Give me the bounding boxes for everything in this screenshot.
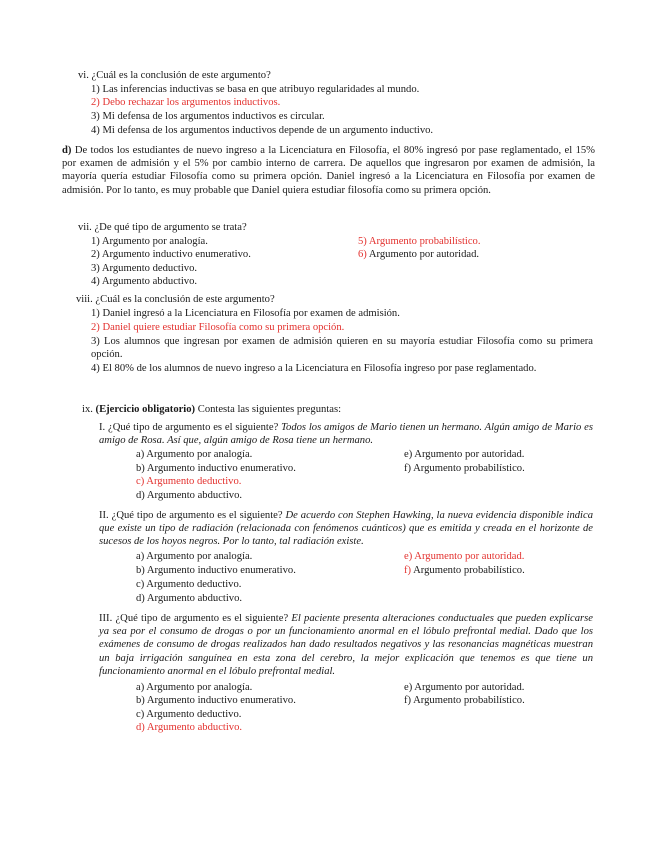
sub-I-option-e: e) Argumento por autoridad. xyxy=(404,449,525,460)
option-vii-4: 4) Argumento abductivo. xyxy=(91,276,198,287)
sub-I-option-f: f) Argumento probabilístico. xyxy=(404,463,525,474)
question-viii: viii. ¿Cuál es la conclusión de este argumento? xyxy=(76,294,275,305)
sub-I-option-b: b) Argumento inductivo enumerativo. xyxy=(136,463,296,474)
question-vi: vi. ¿Cuál es la conclusión de este argumento? xyxy=(78,70,271,81)
question-ix-text: Contesta las siguientes preguntas: xyxy=(197,404,342,415)
sub-question-I xyxy=(99,421,593,447)
sub-I-passage: Todos los amigos de Mario tienen un hermano. Algún amigo de Mario es amigo de Rosa. Así que, algún amigo de Rosa tiene un hermano. xyxy=(99,422,593,447)
sub-II-option-b: b) Argumento inductivo enumerativo. xyxy=(136,565,296,576)
option-viii-3: 3) Los alumnos que ingresan por examen de admisión quieren en su mayoría estudiar Filosofía como su primera opción. xyxy=(91,336,593,361)
sub-II-number: II. xyxy=(99,510,109,521)
option-vii-1: 1) Argumento por analogía. xyxy=(91,236,208,247)
sub-II-option-f-letter: f) xyxy=(404,565,412,576)
sub-II-prompt: ¿Qué tipo de argumento es el siguiente? xyxy=(111,510,283,521)
sub-I-number: I. xyxy=(99,422,106,433)
sub-III-option-f: f) Argumento probabilístico. xyxy=(404,695,525,706)
sub-III-option-d-answer: d) Argumento abductivo. xyxy=(136,722,243,733)
option-vii-6 xyxy=(358,248,479,261)
option-vii-6-text: Argumento por autoridad. xyxy=(366,249,480,260)
sub-III-option-e: e) Argumento por autoridad. xyxy=(404,682,525,693)
section-d-paragraph xyxy=(62,144,595,197)
option-vii-5-answer: 5) Argumento probabilístico. xyxy=(358,236,481,247)
sub-question-III xyxy=(99,612,593,678)
option-vi-1: 1) Las inferencias inductivas se basa en que atribuyo regularidades al mundo. xyxy=(91,84,420,95)
question-vii: vii. ¿De qué tipo de argumento se trata? xyxy=(78,222,247,233)
sub-question-II xyxy=(99,509,593,549)
sub-II-passage: De acuerdo con Stephen Hawking, la nueva evidencia disponible indica que existe un tipo de radiación (relacionada con fenómenos cuánticos) que es emitida y creada en el horizonte de sucesos de los hoyos negros. Por lo tanto, tal radiación existe. xyxy=(99,510,593,548)
option-viii-4: 4) El 80% de los alumnos de nuevo ingreso a la Licenciatura en Filosofía ingreso por pase reglamentado. xyxy=(91,363,537,374)
question-ix xyxy=(82,403,341,416)
sub-II-option-f-text: Argumento probabilístico. xyxy=(411,565,525,576)
sub-I-option-c-answer: c) Argumento deductivo. xyxy=(136,476,242,487)
sub-III-prompt: ¿Qué tipo de argumento es el siguiente? xyxy=(115,613,289,624)
sub-III-option-a: a) Argumento por analogía. xyxy=(136,682,253,693)
option-vi-3: 3) Mi defensa de los argumentos inductivos es circular. xyxy=(91,111,325,122)
option-vii-3: 3) Argumento deductivo. xyxy=(91,263,198,274)
option-viii-1: 1) Daniel ingresó a la Licenciatura en Filosofía por examen de admisión. xyxy=(91,308,400,319)
sub-III-number: III. xyxy=(99,613,113,624)
option-viii-2-answer: 2) Daniel quiere estudiar Filosofía como su primera opción. xyxy=(91,322,345,333)
sub-II-option-e-answer: e) Argumento por autoridad. xyxy=(404,551,525,562)
option-vi-2-answer: 2) Debo rechazar los argumentos inductivos. xyxy=(91,97,281,108)
section-d-label: d) xyxy=(62,145,72,156)
sub-III-option-b: b) Argumento inductivo enumerativo. xyxy=(136,695,296,706)
sub-II-option-f xyxy=(404,564,525,577)
sub-II-option-d: d) Argumento abductivo. xyxy=(136,593,243,604)
option-vi-4: 4) Mi defensa de los argumentos inductivos depende de un argumento inductivo. xyxy=(91,125,434,136)
sub-III-passage: El paciente presenta alteraciones conductuales que pueden explicarse ya sea por el consumo de drogas o por un funcionamiento anormal en el lóbulo prefrontal medial. Dado que los exámenes de consumo de drogas realizados han dado resultados negativos y las resonancias magnéticas muestran un baja irrigación sanguínea en esta zona del cerebro, la mejor explicación que tenemos es que tiene un funcionamiento anormal en el lóbulo prefrontal medial. xyxy=(99,613,593,677)
sub-I-option-a: a) Argumento por analogía. xyxy=(136,449,253,460)
option-vii-2: 2) Argumento inductivo enumerativo. xyxy=(91,249,251,260)
option-vii-6-number: 6) xyxy=(358,249,367,260)
section-d-text: De todos los estudiantes de nuevo ingreso a la Licenciatura en Filosofía, el 80% ingresó por pase reglamentado, el 15% por examen de admisión y el 5% por cambio interno de carrera. De aquellos que ingresaron por examen de admisión, la mayoría quería estudiar Filosofía como su primera opción. Daniel ingresó a la Licenciatura en Filosofía por examen de admisión. Por lo tanto, es muy probable que Daniel quiera estudiar filosofía como su primera opción. xyxy=(62,145,595,196)
sub-I-prompt: ¿Qué tipo de argumento es el siguiente? xyxy=(108,422,279,433)
sub-II-option-c: c) Argumento deductivo. xyxy=(136,579,242,590)
sub-III-option-c: c) Argumento deductivo. xyxy=(136,709,242,720)
question-ix-label: ix. xyxy=(82,404,93,415)
sub-I-option-d: d) Argumento abductivo. xyxy=(136,490,243,501)
question-ix-bold: (Ejercicio obligatorio) xyxy=(95,404,196,415)
sub-II-option-a: a) Argumento por analogía. xyxy=(136,551,253,562)
